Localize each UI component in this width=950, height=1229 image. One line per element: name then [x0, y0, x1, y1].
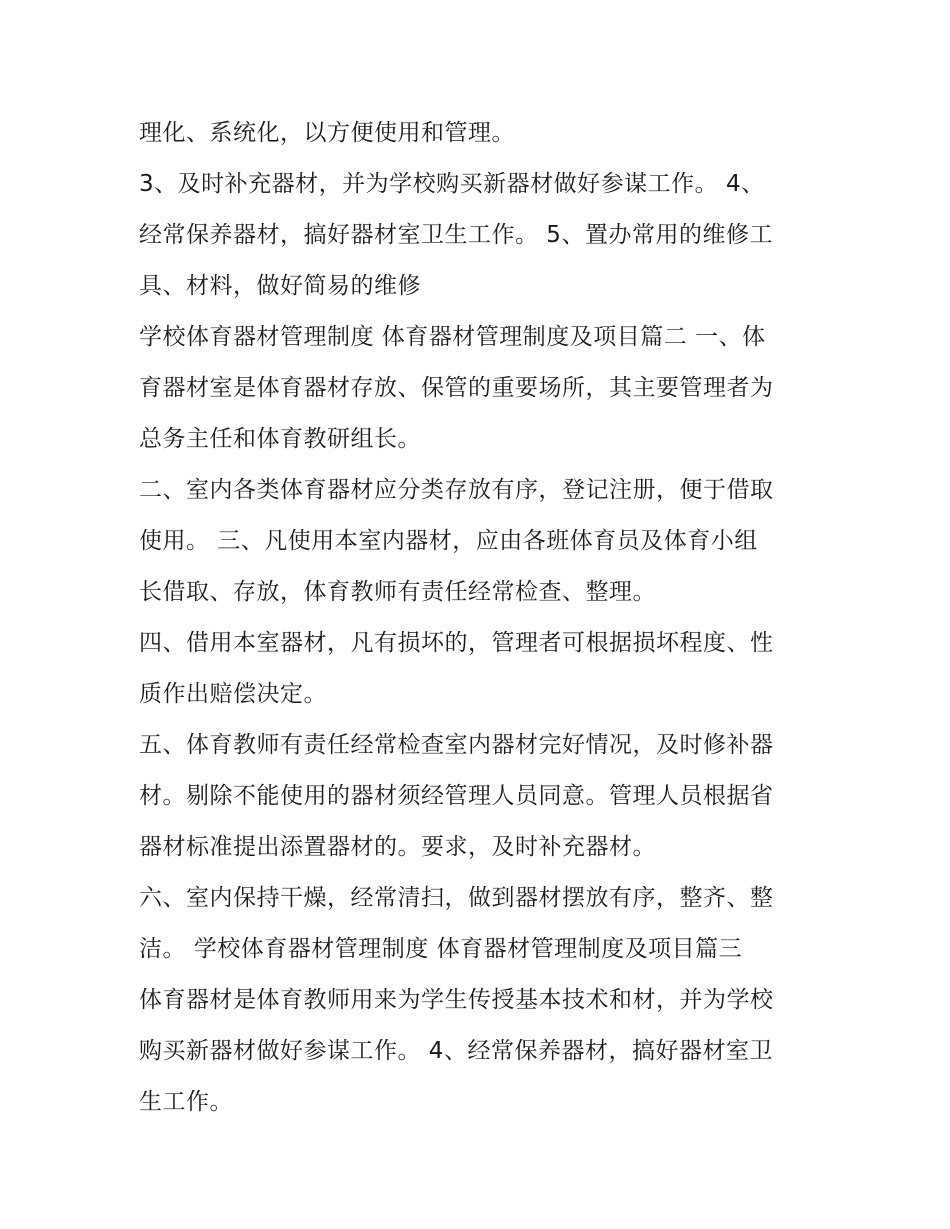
- text-line: 学校体育器材管理制度 体育器材管理制度及项目篇二 一、体: [139, 324, 766, 350]
- text-line: 总务主任和体育教研组长。: [139, 426, 421, 452]
- text-line: 器材标准提出添置器材的。要求，及时补充器材。: [139, 834, 656, 860]
- text-line: 体育器材是体育教师用来为学生传授基本技术和材，并为学校: [139, 987, 774, 1013]
- text-line: 育器材室是体育器材存放、保管的重要场所，其主要管理者为: [139, 375, 774, 401]
- text-line: 3、及时补充器材，并为学校购买新器材做好参谋工作。 4、: [139, 171, 765, 197]
- text-line: 材。剔除不能使用的器材须经管理人员同意。管理人员根据省: [139, 783, 774, 809]
- text-line: 具、材料，做好简易的维修: [139, 273, 421, 299]
- text-line: 生工作。: [139, 1089, 233, 1115]
- text-line: 理化、系统化，以方便使用和管理。: [139, 120, 515, 146]
- text-line: 二、室内各类体育器材应分类存放有序，登记注册，便于借取: [139, 477, 774, 503]
- text-line: 长借取、存放，体育教师有责任经常检查、整理。: [139, 579, 656, 605]
- text-line: 购买新器材做好参谋工作。 4、经常保养器材，搞好器材室卫: [139, 1038, 773, 1064]
- text-line: 质作出赔偿决定。: [139, 681, 327, 707]
- text-line: 五、体育教师有责任经常检查室内器材完好情况，及时修补器: [139, 732, 774, 758]
- text-line: 使用。 三、凡使用本室内器材，应由各班体育员及体育小组: [139, 528, 758, 554]
- text-line: 四、借用本室器材，凡有损坏的，管理者可根据损坏程度、性: [139, 630, 774, 656]
- text-line: 六、室内保持干燥，经常清扫，做到器材摆放有序，整齐、整: [139, 885, 774, 911]
- text-line: 经常保养器材，搞好器材室卫生工作。 5、置办常用的维修工: [139, 222, 773, 248]
- document-body: [139, 108, 829, 1128]
- text-line: 洁。 学校体育器材管理制度 体育器材管理制度及项目篇三: [139, 936, 743, 962]
